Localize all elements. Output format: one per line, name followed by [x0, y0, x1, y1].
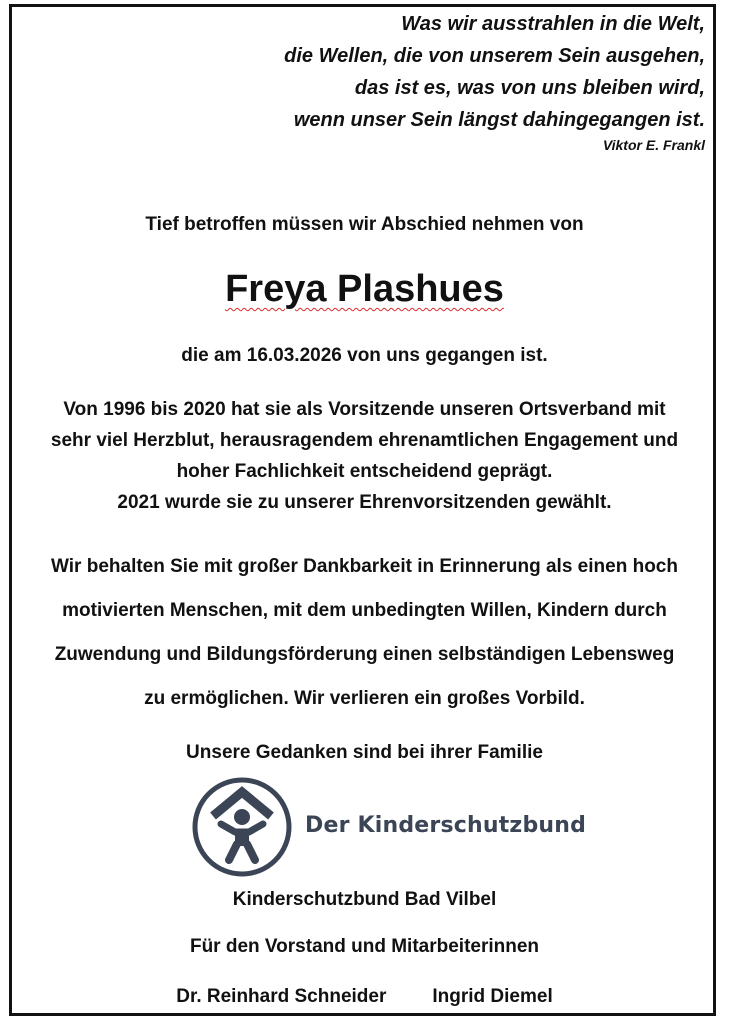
deceased-name-text: Freya Plashues [225, 268, 504, 310]
bio-line: 2021 wurde sie zu unserer Ehrenvorsitzenden gewählt. [117, 492, 612, 513]
thoughts-line: Unsere Gedanken sind bei ihrer Familie [186, 742, 543, 763]
epigraph-quote [284, 8, 705, 156]
tribute-paragraph [0, 545, 729, 721]
bio-line: hoher Fachlichkeit entscheidend geprägt. [176, 461, 553, 482]
child-under-roof-icon [191, 776, 293, 878]
logo-text: Der Kinderschutzbund [305, 813, 587, 838]
signatures [0, 984, 729, 1010]
quote-line: wenn unser Sein längst dahingegangen ist. [293, 109, 705, 131]
quote-line: die Wellen, die von unserem Sein ausgehen, [284, 45, 705, 67]
signatory-name: Ingrid Diemel [432, 986, 553, 1007]
quote-line: Was wir ausstrahlen in die Welt, [401, 13, 705, 35]
bio-line: Von 1996 bis 2020 hat sie als Vorsitzende unseren Ortsverband mit [63, 399, 666, 420]
tribute-line: Wir behalten Sie mit großer Dankbarkeit in Erinnerung als einen hoch [51, 556, 678, 577]
bio-line: sehr viel Herzblut, herausragendem ehrenamtlichen Engagement und [50, 430, 679, 451]
tribute-line: zu ermöglichen. Wir verlieren ein großes Vorbild. [144, 688, 585, 709]
tribute-line: Zuwendung und Bildungsförderung einen selbständigen Lebensweg [54, 644, 675, 665]
biography [0, 394, 729, 518]
date-line: die am 16.03.2026 von uns gegangen ist. [181, 345, 548, 366]
board-line: Für den Vorstand und Mitarbeiterinnen [189, 936, 540, 957]
deceased-name [0, 266, 729, 312]
quote-author: Viktor E. Frankl [602, 137, 705, 153]
organization-name: Kinderschutzbund Bad Vilbel [232, 889, 497, 910]
quote-line: das ist es, was von uns bleiben wird, [354, 77, 705, 99]
intro-text: Tief betroffen müssen wir Abschied nehmen von [145, 214, 584, 235]
signatory-name: Dr. Reinhard Schneider [176, 986, 387, 1007]
tribute-line: motivierten Menschen, mit dem unbedingten Willen, Kindern durch [62, 600, 667, 621]
kinderschutzbund-logo [191, 776, 587, 878]
